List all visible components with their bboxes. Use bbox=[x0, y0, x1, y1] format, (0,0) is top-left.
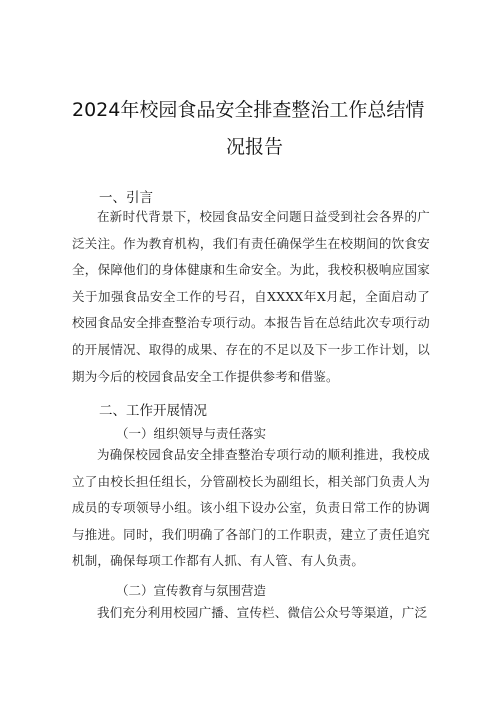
subsection-heading-organization: （一）组织领导与责任落实 bbox=[116, 426, 267, 441]
title-line-1: 2024年校园食品安全排查整治工作总结情 bbox=[72, 99, 425, 121]
subsection-heading-publicity: （二）宣传教育与氛围营造 bbox=[116, 583, 267, 598]
section-heading-work: 二、工作开展情况 bbox=[99, 403, 207, 419]
document-title bbox=[62, 92, 438, 166]
title-line-2: 况报告 bbox=[226, 136, 284, 158]
intro-paragraph: 在新时代背景下，校园食品安全问题日益受到社会各界的广泛关注。作为教育机构，我们有责任确保学生在校期间的饮食安全，保障他们的身体健康和生命安全。为此，我校积极响应国家关于加强食品安全工作的号召，自XXXX年X月起，全面启动了校园食品安全排查整治专项行动。本报告旨在总结此次专项行动的开展情况、取得的成果、存在的不足以及下一步工作计划，以期为今后的校园食品安全工作提供参考和借鉴。 bbox=[72, 209, 430, 384]
organization-paragraph: 为确保校园食品安全排查整治专项行动的顺利推进，我校成立了由校长担任组长，分管副校长为副组长，相关部门负责人为成员的专项领导小组。该小组下设办公室，负责日常工作的协调与推进。同时，我们明确了各部门的工作职责，建立了责任追究机制，确保每项工作都有人抓、有人管、有人负责。 bbox=[72, 447, 430, 569]
publicity-paragraph: 我们充分利用校园广播、宣传栏、微信公众号等渠道，广泛 bbox=[97, 605, 428, 620]
section-heading-intro: 一、引言 bbox=[99, 190, 153, 206]
